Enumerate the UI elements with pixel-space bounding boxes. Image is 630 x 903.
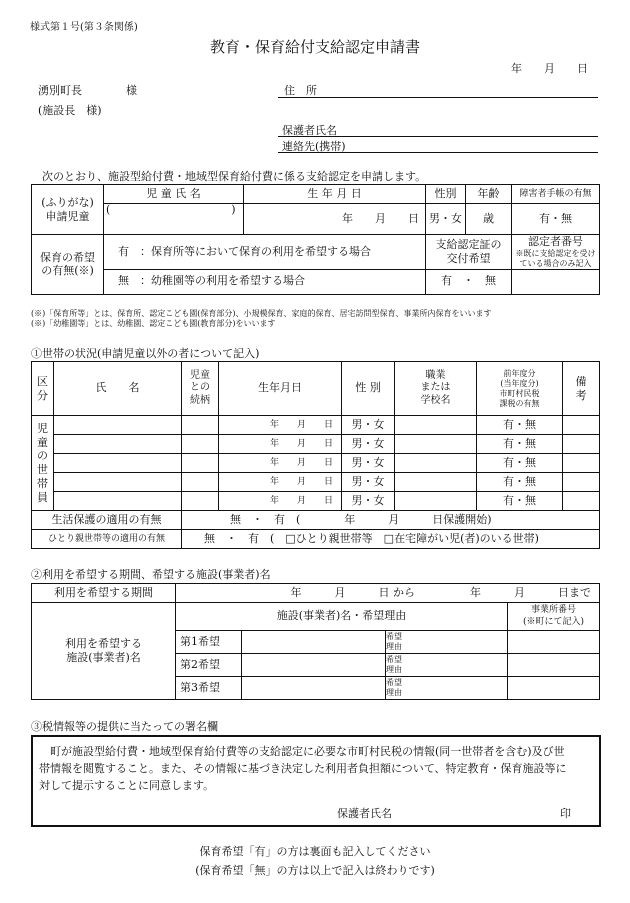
care-option-no[interactable]: 無 ：幼稚園等の利用を希望する場合 bbox=[104, 269, 426, 294]
welfare-value[interactable]: 無 ・ 有 ( 年 月 日保護開始) bbox=[182, 511, 600, 530]
facility-table bbox=[31, 602, 600, 700]
guardian-name-line[interactable] bbox=[278, 136, 598, 137]
consent-box bbox=[31, 735, 601, 827]
child-disability-field[interactable]: 有・無 bbox=[512, 204, 600, 235]
care-option-yes[interactable]: 有 ：保育所等において保育の利用を希望する場合 bbox=[104, 235, 426, 270]
cert-issue-label: 支給認定証の 交付希望 bbox=[426, 235, 512, 270]
member-relation-field[interactable] bbox=[182, 416, 219, 435]
section2-heading: ②利用を希望する期間、希望する施設(事業者)名 bbox=[31, 568, 271, 581]
col-relation: 児童 との 続柄 bbox=[182, 362, 219, 416]
seal-mark: 印 bbox=[560, 807, 571, 820]
consent-guardian-label: 保護者氏名 bbox=[337, 807, 392, 820]
member-remarks-field[interactable] bbox=[563, 416, 600, 435]
member-tax-field[interactable]: 有・無 bbox=[477, 473, 563, 492]
member-remarks-field[interactable] bbox=[563, 492, 600, 511]
note-youchien: (※)「幼稚園等」とは、幼稚園、認定こども園(教育部分)をいいます bbox=[31, 319, 276, 328]
cert-number-label: 認定者番号 ※既に支給認定を受け ている場合のみ記入 bbox=[512, 235, 600, 270]
member-job-field[interactable] bbox=[395, 454, 477, 473]
choice-1-facility-field[interactable] bbox=[242, 631, 386, 654]
consent-line-2: 帯情報を閲覧すること。また、その情報に基づき決定した利用者負担額について、特定教育・保育施設等に bbox=[39, 762, 567, 775]
choice-2-reason-label: 希望 理由 bbox=[386, 654, 418, 677]
child-name-field[interactable]: ( ) bbox=[104, 204, 244, 235]
household-group-label: 児 童 の 世 帯 員 bbox=[32, 416, 54, 511]
col-job: 職業 または 学校名 bbox=[395, 362, 477, 416]
single-parent-label: ひとり親世帯等の適用の有無 bbox=[32, 530, 182, 549]
footer-line-1: 保育希望「有」の方は裏面も記入してください bbox=[199, 845, 431, 858]
member-tax-field[interactable]: 有・無 bbox=[477, 454, 563, 473]
choice-2-office-number-field[interactable] bbox=[508, 654, 600, 677]
member-name-field[interactable] bbox=[54, 473, 182, 492]
member-relation-field[interactable] bbox=[182, 454, 219, 473]
address-label: 住 所 bbox=[284, 84, 317, 97]
footer-line-2: (保育希望「無」の方は以上で記入は終わりです) bbox=[195, 864, 435, 877]
office-number-header: 事業所番号 (※町にて記入) bbox=[508, 603, 600, 631]
choice-3-reason-label: 希望 理由 bbox=[386, 677, 418, 700]
col-member-sex: 性 別 bbox=[342, 362, 395, 416]
form-title: 教育・保育給付支給認定申請書 bbox=[209, 38, 420, 56]
household-row bbox=[32, 492, 600, 511]
household-row bbox=[32, 473, 600, 492]
child-sex-field[interactable]: 男・女 bbox=[426, 204, 466, 235]
member-job-field[interactable] bbox=[395, 492, 477, 511]
cert-number-field[interactable] bbox=[512, 269, 600, 294]
period-label: 利用を希望する期間 bbox=[32, 584, 176, 603]
member-dob-field[interactable]: 年 月 日 bbox=[219, 416, 342, 435]
member-relation-field[interactable] bbox=[182, 492, 219, 511]
choice-3-office-number-field[interactable] bbox=[508, 677, 600, 700]
cert-issue-value[interactable]: 有 ・ 無 bbox=[426, 269, 512, 294]
member-sex-field[interactable]: 男・女 bbox=[342, 492, 395, 511]
member-job-field[interactable] bbox=[395, 473, 477, 492]
member-sex-field[interactable]: 男・女 bbox=[342, 435, 395, 454]
addressee-facility: (施設長 様) bbox=[38, 104, 102, 117]
member-dob-field[interactable]: 年 月 日 bbox=[219, 454, 342, 473]
note-hoikusho: (※)「保育所等」とは、保育所、認定こども園(保育部分)、小規模保育、家庭的保育、居宅訪問型保育、事業所内保育をいいます bbox=[31, 309, 492, 318]
child-dob-field[interactable]: 年 月 日 bbox=[244, 204, 426, 235]
section3-heading: ③税情報等の提供に当たっての署名欄 bbox=[31, 720, 218, 733]
household-table bbox=[31, 361, 600, 549]
child-age-field[interactable]: 歳 bbox=[466, 204, 512, 235]
consent-signature-field[interactable] bbox=[405, 805, 555, 819]
member-name-field[interactable] bbox=[54, 492, 182, 511]
col-member-name: 氏 名 bbox=[54, 362, 182, 416]
col-sex: 性別 bbox=[426, 185, 466, 204]
facility-header: 施設(事業者)名・希望理由 bbox=[176, 603, 508, 631]
member-tax-field[interactable]: 有・無 bbox=[477, 435, 563, 454]
household-row bbox=[32, 416, 600, 435]
intro-text: 次のとおり、施設型給付費・地域型保育給付費に係る支給認定を申請します。 bbox=[42, 170, 427, 183]
member-remarks-field[interactable] bbox=[563, 435, 600, 454]
col-child-name: 児 童 氏 名 bbox=[104, 185, 244, 204]
choice-3-label: 第3希望 bbox=[176, 677, 242, 700]
single-parent-value[interactable]: 無 ・ 有 ( □ひとり親世帯等 □在宅障がい児(者)のいる世帯) bbox=[182, 530, 600, 549]
applicant-child-label: (ふりがな) 申請児童 bbox=[32, 185, 104, 235]
consent-line-1: 町が施設型給付費・地域型保育給付費等の支給認定に必要な市町村民税の情報(同一世帯者を含む)及び世 bbox=[39, 745, 565, 758]
col-class: 区 分 bbox=[32, 362, 54, 416]
member-sex-field[interactable]: 男・女 bbox=[342, 416, 395, 435]
member-dob-field[interactable]: 年 月 日 bbox=[219, 492, 342, 511]
member-dob-field[interactable]: 年 月 日 bbox=[219, 435, 342, 454]
col-age: 年齢 bbox=[466, 185, 512, 204]
address-line[interactable] bbox=[278, 97, 598, 98]
col-disability: 障害者手帳の有無 bbox=[512, 185, 600, 204]
consent-line-3: 対して提示することに同意します。 bbox=[39, 779, 215, 792]
member-tax-field[interactable]: 有・無 bbox=[477, 416, 563, 435]
household-row bbox=[32, 435, 600, 454]
member-sex-field[interactable]: 男・女 bbox=[342, 454, 395, 473]
addressee-mayor: 湧別町長 様 bbox=[38, 84, 137, 97]
member-remarks-field[interactable] bbox=[563, 473, 600, 492]
period-value[interactable]: 年 月 日 から 年 月 日まで bbox=[176, 584, 600, 603]
member-name-field[interactable] bbox=[54, 454, 182, 473]
period-table bbox=[31, 583, 600, 603]
member-dob-field[interactable]: 年 月 日 bbox=[219, 473, 342, 492]
contact-line[interactable] bbox=[278, 152, 598, 153]
care-hope-label: 保育の希望 の有無(※) bbox=[32, 235, 104, 295]
choice-1-office-number-field[interactable] bbox=[508, 631, 600, 654]
choice-1-label: 第1希望 bbox=[176, 631, 242, 654]
facility-label: 利用を希望する 施設(事業者)名 bbox=[32, 603, 176, 700]
choice-2-facility-field[interactable] bbox=[242, 654, 386, 677]
household-row bbox=[32, 454, 600, 473]
col-member-dob: 生年月日 bbox=[219, 362, 342, 416]
member-job-field[interactable] bbox=[395, 416, 477, 435]
col-dob: 生 年 月 日 bbox=[244, 185, 426, 204]
member-relation-field[interactable] bbox=[182, 435, 219, 454]
guardian-name-label: 保護者氏名 bbox=[282, 124, 337, 137]
welfare-label: 生活保護の適用の有無 bbox=[32, 511, 182, 530]
date-line: 年 月 日 bbox=[511, 62, 588, 75]
contact-label: 連絡先(携帯) bbox=[282, 140, 346, 153]
choice-2-label: 第2希望 bbox=[176, 654, 242, 677]
member-relation-field[interactable] bbox=[182, 473, 219, 492]
choice-1-reason-field[interactable] bbox=[418, 631, 508, 654]
col-remarks: 備 考 bbox=[563, 362, 600, 416]
member-remarks-field[interactable] bbox=[563, 454, 600, 473]
member-sex-field[interactable]: 男・女 bbox=[342, 473, 395, 492]
section1-heading: ①世帯の状況(申請児童以外の者について記入) bbox=[31, 347, 260, 360]
choice-2-reason-field[interactable] bbox=[418, 654, 508, 677]
form-number: 様式第１号(第３条関係) bbox=[30, 22, 138, 33]
choice-3-reason-field[interactable] bbox=[418, 677, 508, 700]
child-table bbox=[31, 184, 600, 295]
choice-1-reason-label: 希望 理由 bbox=[386, 631, 418, 654]
member-name-field[interactable] bbox=[54, 416, 182, 435]
member-job-field[interactable] bbox=[395, 435, 477, 454]
col-tax: 前年度分 (当年度分) 市町村民税 課税の有無 bbox=[477, 362, 563, 416]
member-tax-field[interactable]: 有・無 bbox=[477, 492, 563, 511]
member-name-field[interactable] bbox=[54, 435, 182, 454]
choice-3-facility-field[interactable] bbox=[242, 677, 386, 700]
